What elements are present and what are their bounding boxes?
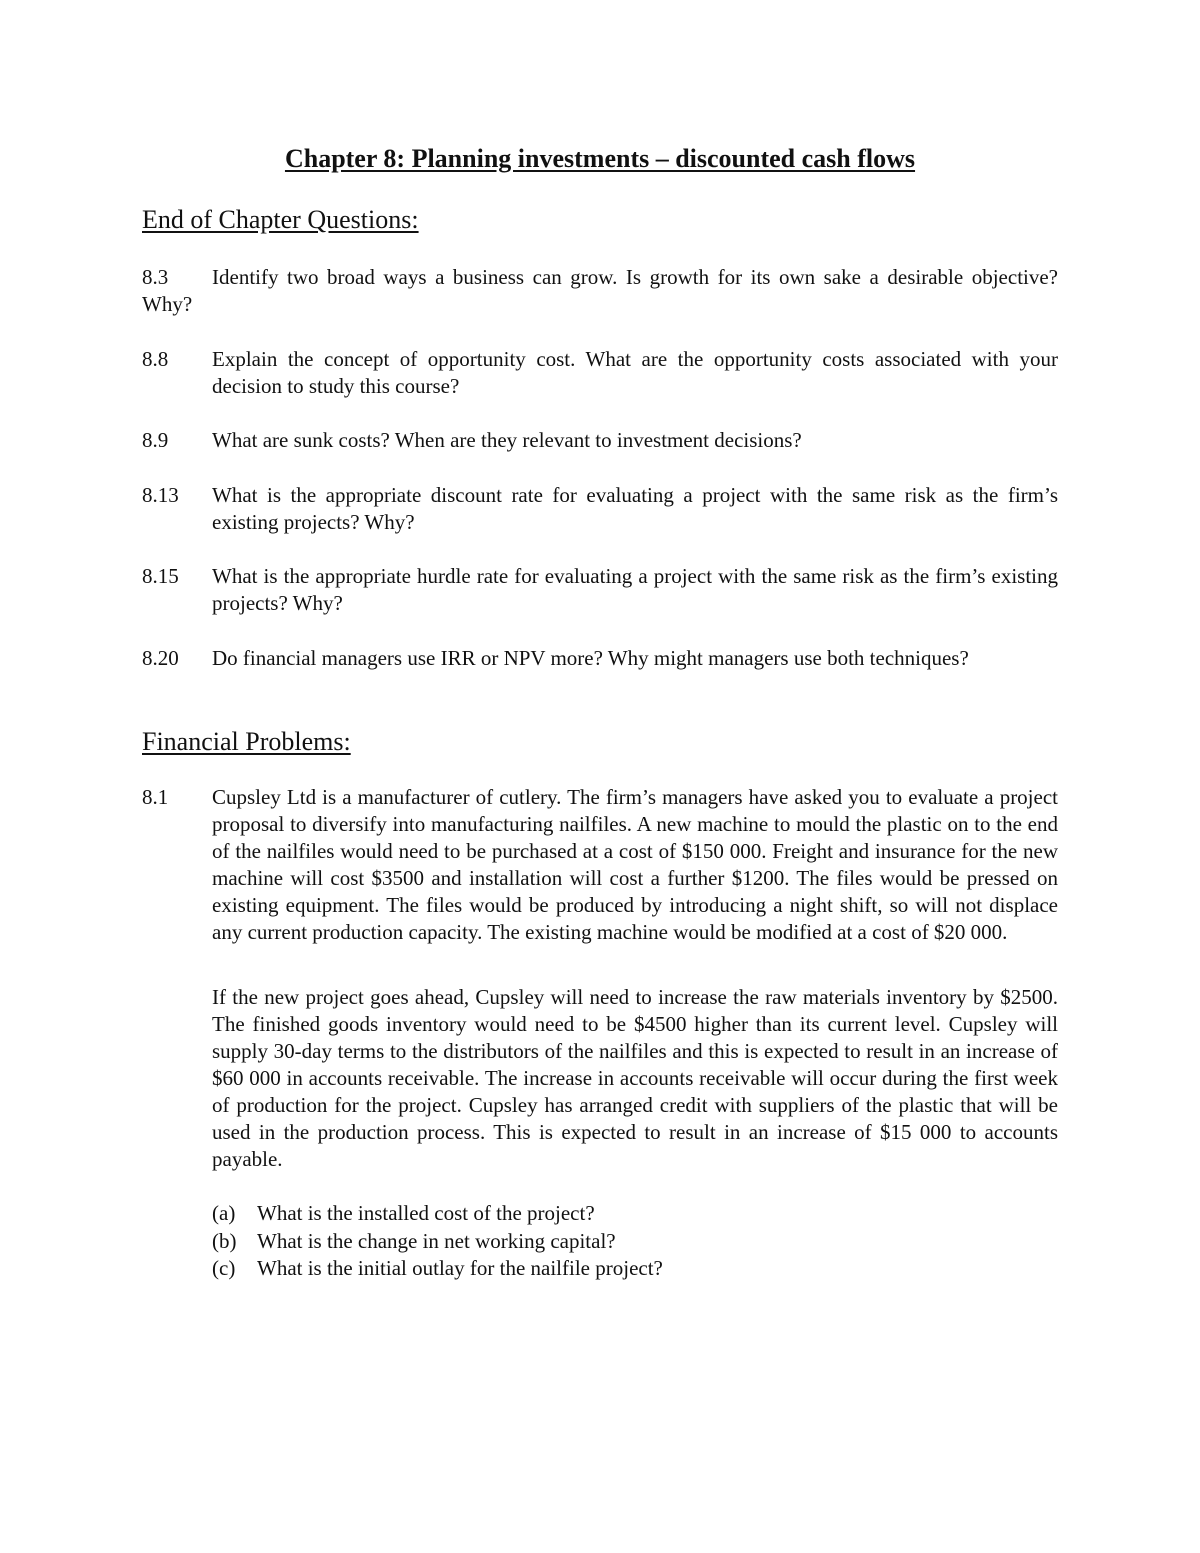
- problem-paragraph-2: If the new project goes ahead, Cupsley will need to increase the raw materials inventory by $2500. The finished goods inventory would need to be $4500 higher than its current level. Cupsley will supply 30-day terms to the distributors of the nailfiles and this is expected to result in an increase of $60 000 in accounts receivable. The increase in accounts receivable will occur during the first week of production for the project. Cupsley has arranged credit with suppliers of the plastic that will be used in the production process. This is expected to result in an increase of $15 000 to accounts payable.: [212, 985, 1058, 1171]
- question-text: Identify two broad ways a business can grow. Is growth for its own sake a desirable objective? Why?: [142, 265, 1058, 316]
- financial-problems-heading: Financial Problems:: [142, 727, 351, 756]
- question-number: 8.20: [142, 646, 179, 670]
- question-8-20: [142, 645, 1058, 672]
- end-of-chapter-heading: End of Chapter Questions:: [142, 205, 419, 234]
- subquestion-c: [212, 1255, 663, 1282]
- question-8-15: [142, 563, 1058, 617]
- subquestion-label: (c): [212, 1256, 236, 1280]
- question-8-13: [142, 482, 1058, 536]
- question-number: 8.9: [142, 428, 169, 452]
- problem-8-1: [142, 784, 1058, 946]
- question-text: Explain the concept of opportunity cost. What are the opportunity costs associated with your decision to study this course?: [212, 347, 1058, 398]
- question-number: 8.8: [142, 347, 169, 371]
- subquestion-a: [212, 1200, 595, 1227]
- chapter-title: Chapter 8: Planning investments – discounted cash flows: [284, 144, 916, 173]
- question-number: 8.13: [142, 483, 179, 507]
- question-number: 8.3: [142, 265, 169, 289]
- question-text: Do financial managers use IRR or NPV more? Why might managers use both techniques?: [212, 646, 969, 670]
- question-8-3: [142, 264, 1058, 318]
- subquestion-text: What is the installed cost of the project?: [257, 1201, 595, 1225]
- question-number: 8.15: [142, 564, 179, 588]
- subquestion-text: What is the initial outlay for the nailfile project?: [257, 1256, 663, 1280]
- subquestion-b: [212, 1228, 616, 1255]
- question-8-9: [142, 427, 1058, 454]
- subquestion-label: (b): [212, 1229, 237, 1253]
- question-text: What is the appropriate hurdle rate for evaluating a project with the same risk as the firm’s existing projects? Why?: [212, 564, 1058, 615]
- problem-number: 8.1: [142, 785, 169, 809]
- question-text: What are sunk costs? When are they relevant to investment decisions?: [212, 428, 802, 452]
- subquestion-label: (a): [212, 1201, 236, 1225]
- question-text: What is the appropriate discount rate for evaluating a project with the same risk as the firm’s existing projects? Why?: [212, 483, 1058, 534]
- subquestion-text: What is the change in net working capital?: [257, 1229, 616, 1253]
- problem-paragraph-1: Cupsley Ltd is a manufacturer of cutlery. The firm’s managers have asked you to evaluate a project proposal to diversify into manufacturing nailfiles. A new machine to mould the plastic on to the end of the nailfiles would need to be purchased at a cost of $150 000. Freight and insurance for the new machine will cost $3500 and installation will cost a further $1200. The files would be pressed on existing equipment. The files would be produced by introducing a night shift, so will not displace any current production capacity. The existing machine would be modified at a cost of $20 000.: [212, 785, 1058, 944]
- question-8-8: [142, 346, 1058, 400]
